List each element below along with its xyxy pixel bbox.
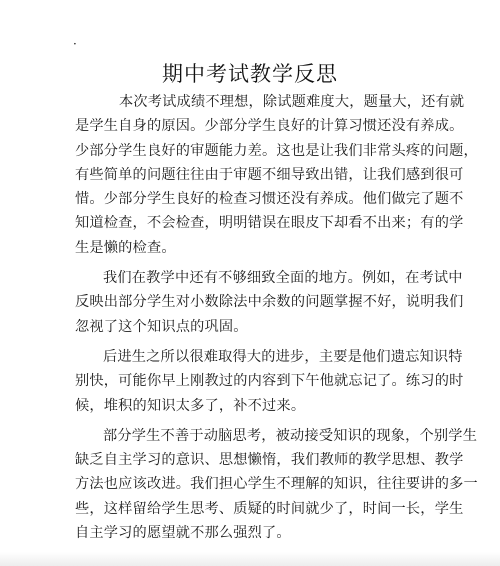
paragraph-line: 候，堆积的知识太多了，补不过来。 [75, 397, 306, 414]
paragraph-line: 知道检查，不会检查，明明错误在眼皮下却看不出来；有的学 [75, 215, 464, 232]
paragraph-line: 些，这样留给学生思考、质疑的时间就少了，时间一长，学生 [75, 500, 464, 517]
paragraph-4 [75, 424, 478, 545]
paragraph-line: 后进生之所以很难取得大的进步，主要是他们遗忘知识特 [103, 348, 463, 365]
document-title: 期中考试教学反思 [162, 62, 338, 86]
paragraph-line: 部分学生不善于动脑思考，被动接受知识的现象，个别学生 [103, 427, 478, 444]
paragraph-line: 少部分学生良好的审题能力差。这也是让我们非常头疼的问题， [75, 142, 478, 159]
paragraph-3 [75, 345, 464, 418]
paragraph-1 [75, 90, 478, 260]
paragraph-line: 方法也应该改进。我们担心学生不理解的知识，往往要讲的多一 [75, 476, 478, 493]
paragraph-2 [75, 266, 464, 339]
page-marker: · [73, 37, 77, 51]
paragraph-line: 我们在教学中还有不够细致全面的地方。例如，在考试中 [103, 270, 463, 287]
paragraph-line: 有些简单的问题往往由于审题不细导致出错，让我们感到很可 [75, 166, 464, 183]
paragraph-line: 别快，可能你早上刚教过的内容到下午他就忘记了。练习的时 [75, 373, 464, 390]
paragraph-line: 自主学习的愿望就不那么强烈了。 [75, 525, 291, 542]
document-body [75, 90, 478, 551]
paragraph-line: 是学生自身的原因。少部分学生良好的计算习惯还没有养成。 [75, 118, 464, 135]
paragraph-line: 惜。少部分学生良好的检查习惯还没有养成。他们做完了题不 [75, 191, 464, 208]
paragraph-line: 本次考试成绩不理想，除试题难度大，题量大，还有就 [119, 94, 465, 110]
paragraph-line: 忽视了这个知识点的巩固。 [75, 318, 248, 335]
paragraph-line: 生是懒的检查。 [75, 239, 176, 256]
paragraph-line: 缺乏自主学习的意识、思想懒惰，我们教师的教学思想、教学 [75, 452, 464, 469]
paragraph-line: 反映出部分学生对小数除法中余数的问题掌握不好，说明我们 [75, 294, 464, 311]
bottom-edge-shadow [0, 552, 500, 566]
